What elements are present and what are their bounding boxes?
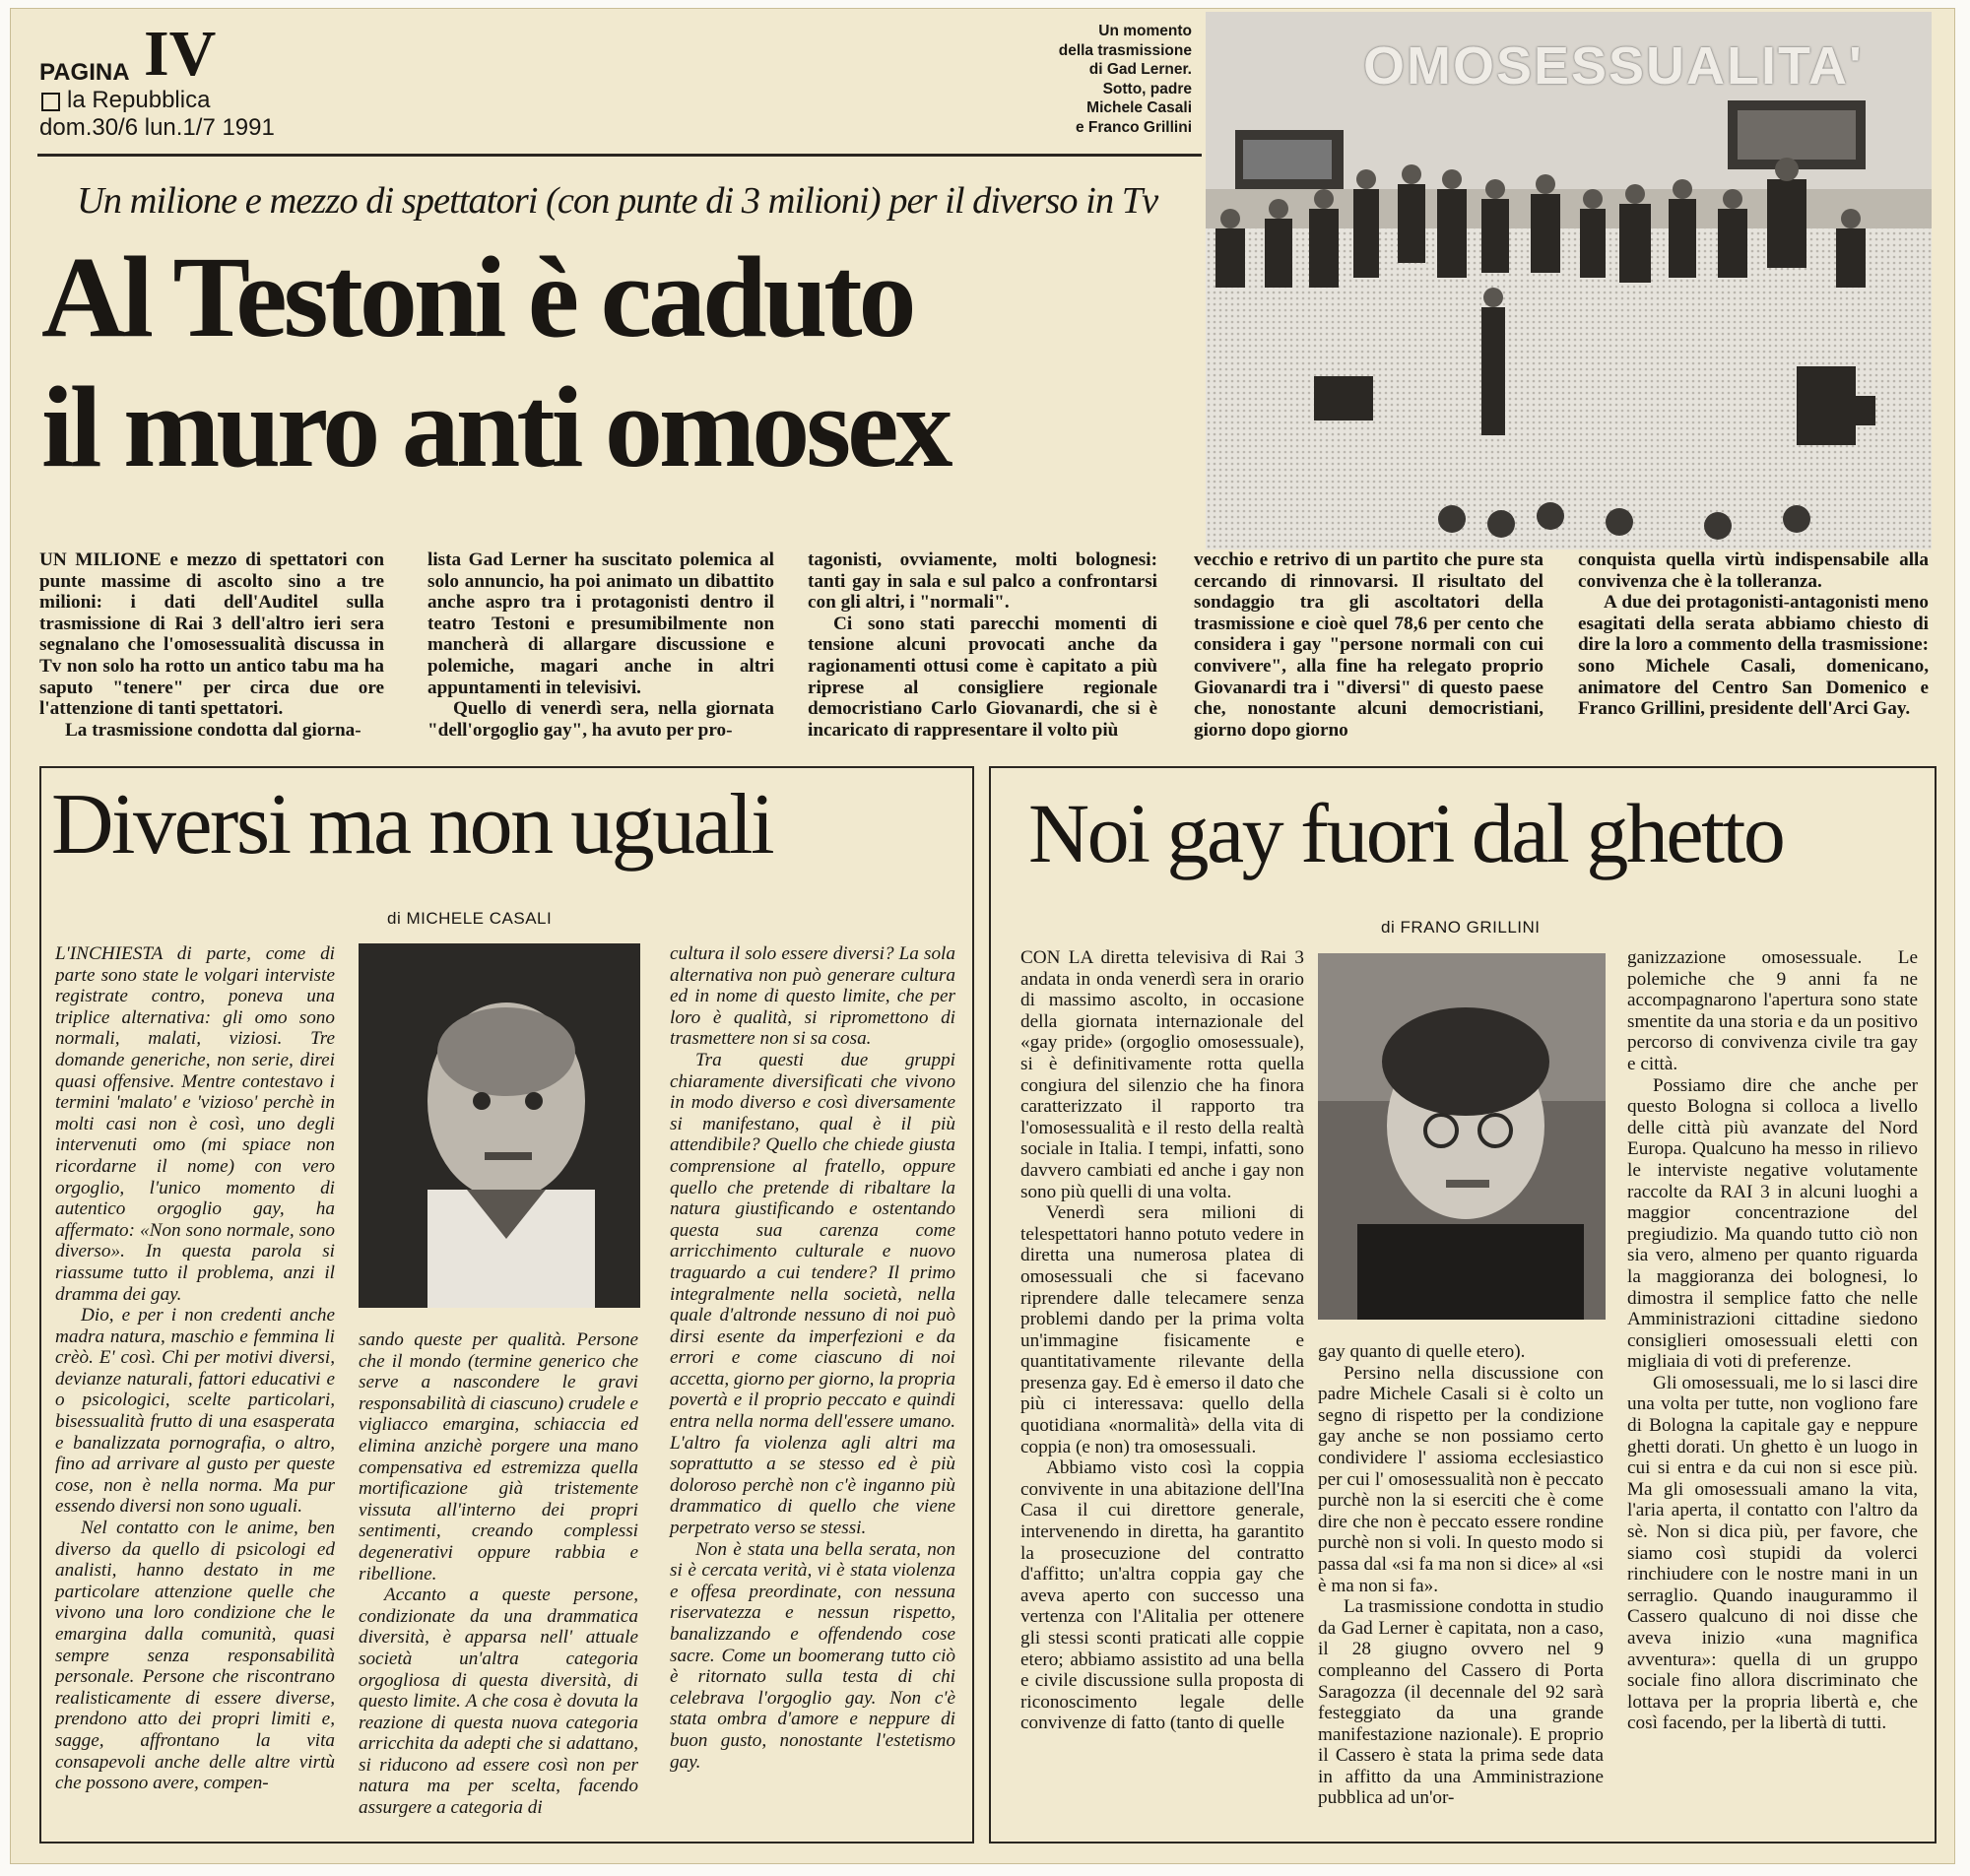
photo-caption: Un momento della trasmissione di Gad Lerner. Sotto, padre Michele Casali e Franco Grillini <box>1058 23 1192 136</box>
lead-column-4: vecchio e retrivo di un partito che pure sta cercando di rinnovarsi. Il risultato del sondaggio tra gli ascoltatori della trasmissione e cioè quel 78,6 per cento che considera i gay "persone normali con cui convivere", alla fine ha relegato proprio Giovanardi tra i "diversi" di questo paese che, nonostante alcuni democristiani, giorno dopo giorno <box>1194 550 1543 741</box>
right-article-col3: ganizzazione omosessuale. Le polemiche che 9 anni fa ne accompagnarono l'apertura sono state smentite da una storia e da un positivo percorso di convivenza civile tra gay e città. Possiamo dire che anche per questo Bologna si colloca a livello delle città più avanzate del Nord Europa. Qualcuno ha messo in rilievo le interviste negative volutamente raccolte da RAI 3 in alcuni luoghi a maggior concentrazione del pregiudizio. Ma quando tutto ciò non sia vero, almeno per quanto riguarda la maggioranza dei bolognesi, lo dimostra il semplice fatto che nelle Amministrazioni cittadine siedono consiglieri omosessuali eletti con migliaia di voti di preferenze. Gli omosessuali, me lo si lasci dire una volta per tutte, non vogliono fare di Bologna la capitale gay e neppure ghetti dorati. Un ghetto è un luogo in cui si entra e da cui non si esce più. Ma gli omosessuali amano la vita, l'aria aperta, il contatto con l'altro da sè. Non si dica più, per favore, che siamo così stupidi da volerci rinchiudere con le nostre mani in un serraglio. Quando inaugurammo il Cassero qualcuno di noi disse che aveva inizio «una magnifica avventura»: quella di un gruppo sociale fino allora discriminato che lottava per la propria libertà e, che così facendo, per la libertà di tutti. <box>1627 947 1918 1734</box>
headline-line-2: il muro anti omosex <box>41 362 950 491</box>
left-article-byline: di MICHELE CASALI <box>387 909 553 928</box>
headline <box>41 232 1214 492</box>
kicker: Un milione e mezzo di spettatori (con punte di 3 milioni) per il diverso in Tv <box>77 180 1158 222</box>
masthead <box>39 18 296 141</box>
lead-column-5: conquista quella virtù indispensabile alla convivenza che è la tolleranza. A due dei protagonisti-antagonisti meno esagitati della serata abbiamo chiesto di dire la loro a commento della trasmissione: sono Michele Casali, domenicano, animatore del Centro San Domenico e Franco Grillini, presidente dell'Arci Gay. <box>1578 550 1929 720</box>
lead-column-3: tagonisti, ovviamente, molti bolognesi: tanti gay in sala e sul palco a confrontarsi con gli altri, i "normali". Ci sono stati parecchi momenti di tensione alcuni provocati anche da ragionamenti ottusi come è capitato a più riprese al consigliere regionale democristiano Carlo Giovanardi, che si è incaricato di rappresentare il volto più <box>808 550 1157 741</box>
left-article-col1: L'INCHIESTA di parte, come di parte sono state le volgari interviste registrate contro, poneva una triplice alternativa: gli omo sono normali, malati, viziosi. Tre domande generiche, non serie, direi quasi offensive. Mentre contestavo i termini 'malato' e 'vizioso' perchè in molti casi non è così, uno degli intervenuti omo (mi spiace non ricordarne il nome) con vero orgoglio, l'unico momento di autentico orgoglio gay, ha affermato: «Non sono normale, sono diverso». In questa parola si riassume tutto il problema, anzi il dramma dei gay. Dio, e per i non credenti anche madra natura, maschio e femmina li crèò. E' così. Chi per motivi diversi, devianze naturali, fattori educativi e o psicologici, scelte particolari, bisessualità frutto di una esasperata e banalizzata pornografia, o altro, fino ad arrivare al gusto per queste cose, non è nella norma. Ma pur essendo diversi non sono uguali. Nel contatto con le anime, ben diverso da quello di psicologi ed analisti, hanno destato in me particolare attenzione quelle che vivono una loro condizione che le emargina dalla comunità, quasi sempre senza responsabilità personale. Persone che riscontrano realisticamente di essere diverse, prendono atto dei propri limiti e, sagge, affrontano la vita consapevoli anche delle altre virtù che possono avere, compen- <box>55 943 335 1794</box>
right-article-col2: gay quanto di quelle etero). Persino nella discussione con padre Michele Casali si è colto un segno di rispetto per la condizione gay anche se non possiamo certo condividere l' assioma ecclesiastico per cui l' omosessualità non è peccato purchè non la si eserciti che è come dire che non è peccato essere rondine purchè non si voli. In questo modo si passa dal «si fa ma non si dice» al «si è ma non si fa». La trasmissione condotta in studio da Gad Lerner è capitata, non a caso, il 28 giugno ovvero nel 9 compleanno del Cassero di Porta Saragozza (il decennale del 92 sarà festeggiato da una grande manifestazione nazionale). E proprio il Cassero è stata la prima sede data in affitto da una Amministrazione pubblica ad un'or- <box>1318 1341 1604 1809</box>
page-number: IV <box>144 18 217 90</box>
masthead-rule <box>37 154 1202 157</box>
lead-column-2: lista Gad Lerner ha suscitato polemica al solo annuncio, ha poi animato un dibattito anche aspro tra i protagonisti dentro il teatro Testoni e presumibilmente non mancherà di allargare discussione e polemiche, magari anche in altri appuntamenti in televisivi. Quello di venerdì sera, nella giornata "dell'orgoglio gay", ha avuto per pro- <box>427 550 774 741</box>
casali-portrait-illustration <box>359 943 640 1308</box>
paper-name: la Repubblica <box>67 87 211 113</box>
right-article-byline: di FRANO GRILLINI <box>1381 918 1541 937</box>
grillini-portrait-illustration <box>1318 953 1606 1320</box>
left-article-col2: sando queste per qualità. Persone che il mondo (termine generico che serve a nascondere le gravi responsabilità di ciascuno) crudele e vigliacco emargina, schiaccia ed elimina anzichè porgere una mano compensativa ed estremizza quella mortificazione già tristemente vissuta all'interno dei propri sentimenti, creando complessi degenerativi oppure rabbia e ribellione. Accanto a queste persone, condizionate da una drammatica diversità, è apparsa nell' attuale società un'altra categoria orgogliosa di questa diversità, di questo limite. A che cosa è dovuta la reazione di questa nuova categoria arricchita da adepti che si adattano, si riducono ad essere così non per natura ma per scelta, facendo assurgere a categoria di <box>359 1329 638 1819</box>
lead-column-1: UN MILIONE e mezzo di spettatori con punte massime di ascolto sino a tre milioni: i dati dell'Auditel sulla trasmissione di Rai 3 dell'altro ieri sera segnalano che l'omosessualità discussa in Tv non solo ha rotto un antico tabu ma ha saputo "tenere" per circa due ore l'attenzione di tanti spettatori. La trasmissione condotta dal giorna- <box>39 550 384 741</box>
left-article-title: Diversi ma non uguali <box>51 777 773 873</box>
checkbox-square-icon <box>41 93 60 111</box>
right-article-title: Noi gay fuori dal ghetto <box>1028 786 1784 880</box>
right-article-col1: CON LA diretta televisiva di Rai 3 andata in onda venerdì sera in orario di massimo ascolto, in occasione della giornata internazionale del «gay pride» (orgoglio omosessuale), si è definitivamente rotta quella congiura del silenzio che ha finora caratterizzato il rapporto tra l'omosessualità e il resto della realtà sociale in Italia. I tempi, infatti, sono davvero cambiati ed anche i gay non sono più quelli di una volta. Venerdì sera milioni di telespettatori hanno potuto vedere in diretta una numerosa platea di omosessuali che si facevano riprendere dalle telecamere senza problemi dando per la prima volta un'immagine fisicamente e quantitativamente rilevante della presenza gay. Ed è emerso il dato che più ci interessava: quello della quotidiana «normalità» della vita di coppia (e non) tra omosessuali. Abbiamo visto così la coppia convivente in una abitazione dell'Ina Casa il cui direttore generale, intervenendo in diretta, ha garantito la prosecuzione del contratto d'affitto; un'altra coppia gay che aveva aperto con successo una vertenza con l'Alitalia per ottenere gli stessi sconti praticati alle coppie etero; abbiamo assistito ad una bella e civile discussione sulla proposta di riconoscimento legale delle convivenze di fatto (tanto di quelle <box>1020 947 1304 1734</box>
left-article-col3: cultura il solo essere diversi? La sola alternativa non può generare cultura ed in nome di questo limite, che per loro è qualità, si ripromettono di trasmettere non si sa cosa. Tra questi due gruppi chiaramente diversificati che vivono in modo diverso e così diversamente si manifestano, qual è il più attendibile? Quello che chiede giusta comprensione al fratello, oppure quello che pretende di ribaltare la natura giustificando e ostentando questa sua carenza come arricchimento culturale e nuovo traguardo a cui tendere? Il primo integralmente nella società, nella quale d'altronde nessuno di noi può dirsi esente da imperfezioni e da errori e come ciascuno di noi accetta, giorno per giorno, la propria povertà e il proprio peccato e quindi entra nella norma dell'essere umano. L'altro fa violenza agli altri ma soprattutto a se stesso ed è più doloroso perchè non c'è inganno più drammatico di quello che viene perpetrato verso se stessi. Non è stata una bella serata, non si è cercata verità, vi è stata violenza e offesa preordinate, con nessuna riservatezza e nessun rispetto, banalizzando e offendendo cose sacre. Come un boomerang tutto ciò è ritornato sulla testa di chi celebrava l'orgoglio gay. Non c'è stata ombra d'amore e neppure di buon gusto, nonostante l'estetismo gay. <box>670 943 955 1773</box>
issue-date: dom.30/6 lun.1/7 1991 <box>39 114 275 141</box>
page-label: PAGINA <box>39 59 130 86</box>
grillini-portrait <box>1318 953 1606 1320</box>
headline-line-1: Al Testoni è caduto <box>41 232 913 361</box>
photo-banner-text: OMOSESSUALITA' <box>1363 36 1864 96</box>
studio-photo <box>1206 12 1932 550</box>
casali-portrait <box>359 943 640 1308</box>
